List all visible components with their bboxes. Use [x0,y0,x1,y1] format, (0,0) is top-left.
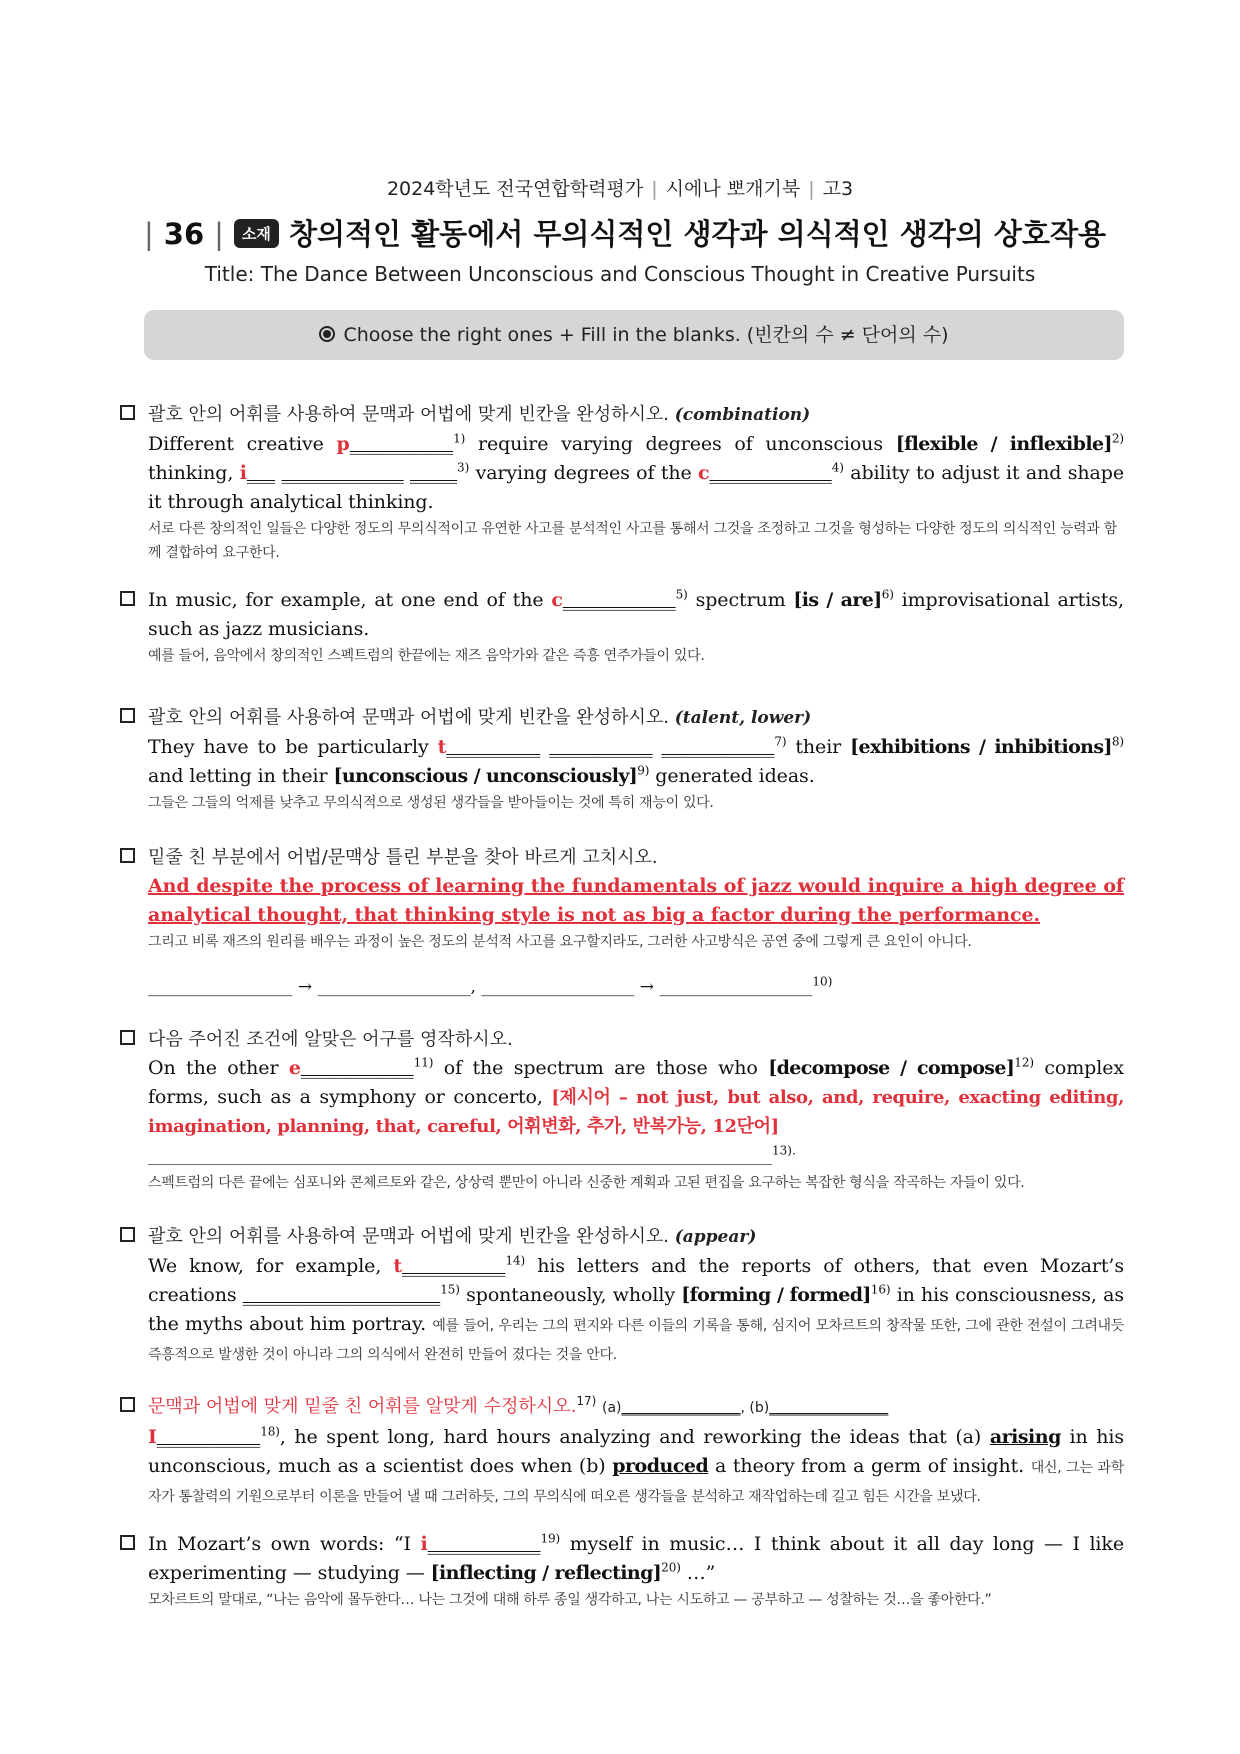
choice-2[interactable]: [flexible / inflexible] [895,433,1112,455]
underlined-sentence: And despite the process of learning the fundamentals of jazz would inquire a high degree of analytical thought, that thinking style is not as big a factor during the performance. [148,875,1124,926]
checkbox[interactable] [120,1030,135,1045]
question-prompt: 밑줄 친 부분에서 어법/문맥상 틀린 부분을 찾아 바르게 고치시오. [148,847,658,868]
question-prompt: 다음 주어진 조건에 알맞은 어구를 영작하시오. [148,1029,513,1050]
blank-15[interactable]: _____________________ [242,1284,441,1306]
divider: | [214,217,224,251]
blank-19[interactable]: ____________ [427,1533,541,1555]
question-text: Different creative p___________$^{1)}$ require varying degrees of unconscious [flexible / inflexible]$^{2)}$ thinking, i___ _____________ _____$^{3)}$ varying degrees of the c_____________$^{4)}$ ability to adjust it and shape it through analytical thinking. [148,431,1124,513]
translation: 그리고 비록 재즈의 원리를 배우는 과정이 높은 정도의 분석적 사고를 요구할지라도, 그러한 사고방식은 공연 중에 그렇게 큰 요인이 아니다. [148,934,972,950]
blank-3c[interactable]: _____ [410,462,458,484]
title-korean: 창의적인 활동에서 무의식적인 생각과 의식적인 생각의 상호작용 [289,217,1106,251]
question-number: 36 [163,217,205,251]
question-prompt: 괄호 안의 어휘를 사용하여 문맥과 어법에 맞게 빈칸을 완성하시오. (appear) [148,1226,757,1247]
question-text: In Mozart’s own words: “I i____________$^{19)}$ myself in music… I think about it all day long — I like experimenting — studying — [inflecting / reflecting]$^{20)}$ …” [148,1531,1124,1584]
question-2 [148,586,1124,668]
title-english: Title: The Dance Between Unconscious and Conscious Thought in Creative Pursuits [204,262,1036,286]
divider: | [651,178,658,200]
blank-7c[interactable]: ____________ [661,736,775,758]
exam-name: 2024학년도 전국연합학력평가 [386,178,644,200]
answer-a[interactable]: _________________ [621,1400,741,1416]
question-text: I___________$^{18)}$, he spent long, hard hours analyzing and reworking the ideas that (a) arising in his unconscious, much as a scientist does when (b) produced a theory from a germ of insight. 대신, 그는 과학자가 통찰력의 기원으로부터 이론을 만들어 낼 때 그러하듯, 그의 무의식에 떠오른 생각들을 분석하고 재작업하는데 길고 힘든 시간을 보냈다. [148,1424,1124,1505]
answer-b[interactable]: _________________ [769,1400,889,1416]
question-3 [148,703,1124,815]
blank-11[interactable]: ____________ [300,1057,414,1079]
instruction-text: Choose the right ones + Fill in the blanks. (빈칸의 수 ≠ 단어의 수) [343,324,949,346]
blank-3b[interactable]: _____________ [281,462,404,484]
target-icon [319,326,335,342]
header-exam-line [0,174,1240,201]
question-7 [148,1392,1124,1510]
translation: 예를 들어, 우리는 그의 편지와 다른 이들의 기록을 통해, 심지어 모차르트의 창작물 또한, 그에 관한 전설이 그려내듯 즉흥적으로 발생한 것이 아니라 그의 의식에서 완전히 만들어 졌다는 것을 안다. [148,1318,1124,1363]
translation: 서로 다른 창의적인 일들은 다양한 정도의 무의식적이고 유연한 사고를 분석적인 사고를 통해서 그것을 조정하고 그것을 형성하는 다양한 정도의 의식적인 능력과 함께 결합하여 요구한다. [148,521,1118,561]
translation: 그들은 그들의 억제를 낮추고 무의식적으로 생성된 생각들을 받아들이는 것에 특히 재능이 있다. [148,795,714,811]
checkbox[interactable] [120,1227,135,1242]
translation: 스펙트럼의 다른 끝에는 심포니와 콘체르토와 같은, 상상력 뿐만이 아니라 신중한 계획과 고된 편집을 요구하는 복잡한 형식을 작곡하는 자들이 있다. [148,1175,1025,1191]
blank-7b[interactable]: ___________ [549,736,653,758]
hint: (combination) [674,405,811,425]
question-8 [148,1530,1124,1612]
question-text: We know, for example, t___________$^{14)}$ his letters and the reports of others, that even Mozart’s creations _____________________$^{15)}$ spontaneously, wholly [forming / formed]$^{16)}$ in his consciousness, as the myths about him portray. 예를 들어, 우리는 그의 편지와 다른 이들의 기록을 통해, 심지어 모차르트의 창작물 또한, 그에 관한 전설이 그려내듯 즉흥적으로 발생한 것이 아니라 그의 의식에서 완전히 만들어 졌다는 것을 안다. [148,1253,1124,1363]
checkbox[interactable] [120,848,135,863]
grade: 고3 [822,178,854,200]
underlined-word-b: produced [612,1455,709,1477]
page-title [0,212,1240,253]
question-text: On the other e____________$^{11)}$ of the spectrum are those who [decompose / compose]$^{12)}$ complex forms, such as a symphony or concerto, [제시어 – not just, but also, and, require, exacting editing, imagination, planning, that, careful, 어휘변화, 추가, 반복가능, 12단어] [148,1055,1124,1137]
checkbox[interactable] [120,1397,135,1412]
hint: (appear) [674,1227,757,1247]
blank-5[interactable]: ____________ [562,589,676,611]
underlined-word-a: arising [989,1426,1061,1448]
blank-14[interactable]: ___________ [402,1255,506,1277]
blank-7a[interactable]: __________ [446,736,541,758]
choice-12[interactable]: [decompose / compose] [768,1057,1015,1079]
divider: | [144,217,154,251]
question-prompt: 괄호 안의 어휘를 사용하여 문맥과 어법에 맞게 빈칸을 완성하시오. (combination) [148,404,811,425]
choice-6[interactable]: [is / are] [793,589,882,611]
series-name: 시에나 뽀개기북 [665,178,801,200]
blank-18[interactable]: ___________ [156,1426,261,1448]
question-5 [148,1025,1124,1195]
question-1 [148,400,1124,565]
question-text: They have to be particularly t__________ ___________ ____________$^{7)}$ their [exhibitions / inhibitions]$^{8)}$ and letting in their [unconscious / unconsciously]$^{9)}$ generated ideas. [148,734,1124,787]
question-prompt: 문맥과 어법에 맞게 밑줄 친 어휘를 알맞게 수정하시오.$^{17)}$ (a)_________________, (b)_________________ [148,1394,889,1417]
question-4 [148,843,1124,1002]
question-prompt: 괄호 안의 어휘를 사용하여 문맥과 어법에 맞게 빈칸을 완성하시오. (talent, lower) [148,707,812,728]
answer-line[interactable]: ______________________________________________________________________________$^{13).}$ [148,1143,796,1165]
choice-16[interactable]: [forming / formed] [681,1284,871,1306]
blank-3a[interactable]: ___ [246,462,276,484]
choice-8[interactable]: [exhibitions / inhibitions] [850,736,1112,758]
translation: 예를 들어, 음악에서 창의적인 스펙트럼의 한끝에는 재즈 음악가와 같은 즉흥 연주가들이 있다. [148,648,705,664]
choice-9[interactable]: [unconscious / unconsciously] [333,765,638,787]
question-text [148,872,1124,930]
checkbox[interactable] [120,1535,135,1550]
checkbox[interactable] [120,708,135,723]
instruction-banner [144,310,1124,360]
checkbox[interactable] [120,405,135,420]
question-6 [148,1222,1124,1368]
hint: (talent, lower) [674,708,812,728]
checkbox[interactable] [120,591,135,606]
divider: | [808,178,815,200]
conditions: [제시어 – not just, but also, and, require, exacting editing, imagination, planning, that, careful, 어휘변화, 추가, 반복가능, 12단어] [148,1087,1124,1137]
question-text: In music, for example, at one end of the c____________$^{5)}$ spectrum [is / are]$^{6)}$ improvisational artists, such as jazz musicians. [148,587,1124,640]
topic-badge: 소재 [234,219,279,248]
blank-4[interactable]: _____________ [709,462,832,484]
choice-20[interactable]: [inflecting / reflecting] [430,1562,662,1584]
translation: 대신, 그는 과학자가 통찰력의 기원으로부터 이론을 만들어 낼 때 그러하듯, 그의 무의식에 떠오른 생각들을 분석하고 재작업하는데 길고 힘든 시간을 보냈다. [148,1460,1124,1505]
translation: 모차르트의 말대로, “나는 음악에 몰두한다… 나는 그것에 대해 하루 종일 생각하고, 나는 시도하고 — 공부하고 — 성찰하는 것…을 좋아한다.” [148,1592,992,1608]
blank-1[interactable]: ___________ [349,433,454,455]
answer-line[interactable]: _________________ → __________________, __________________ → __________________$^{10)}$ [148,974,833,997]
